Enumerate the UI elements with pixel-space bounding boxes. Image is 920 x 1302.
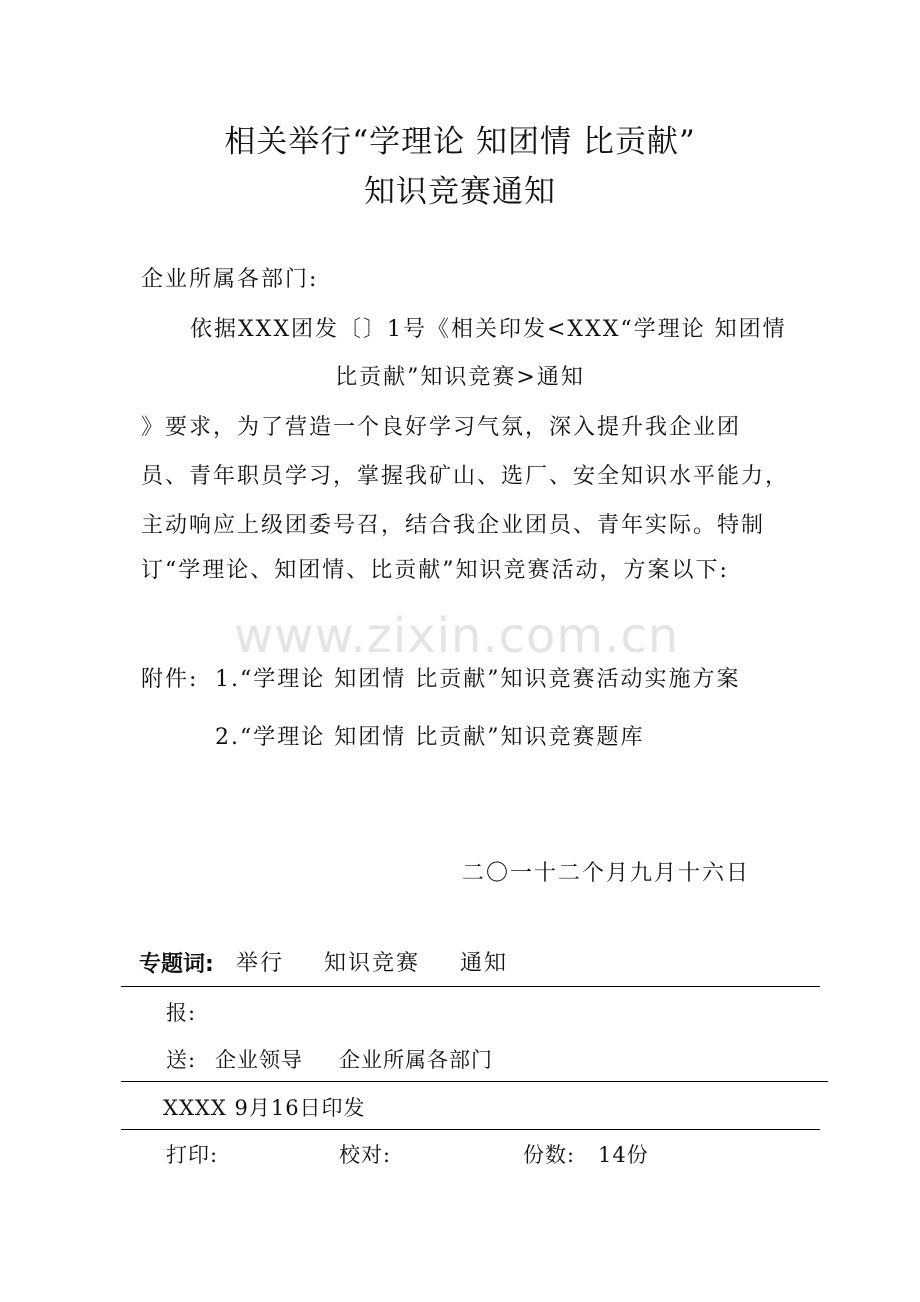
divider-line-3 <box>121 1129 820 1130</box>
document-title-line1: 相关举行“学理论 知团情 比贡献” <box>224 124 696 160</box>
divider-line-2 <box>121 1081 828 1082</box>
keywords-label: 专题词: <box>139 952 214 977</box>
keyword-item-1: 举行 <box>236 951 285 976</box>
copies-label: 份数: <box>523 1143 576 1167</box>
paragraph-line-3: 》要求，为了营造一个良好学习气氛，深入提升我企业团 <box>141 415 742 440</box>
salutation: 企业所属各部门: <box>141 267 319 292</box>
keyword-item-2: 知识竞赛 <box>324 951 421 976</box>
paragraph-line-2: 比贡献”知识竞赛>通知 <box>335 365 585 390</box>
paragraph-line-5: 主动响应上级团委号召，结合我企业团员、青年实际。特制 <box>141 513 766 538</box>
attachment-item-1: 1.“学理论 知团情 比贡献”知识竞赛活动实施方案 <box>215 667 741 692</box>
send-to-item-2: 企业所属各部门 <box>339 1048 493 1072</box>
watermark: www.zixin.com.cn <box>234 608 680 664</box>
document-title-line2: 知识竞赛通知 <box>364 174 556 210</box>
printer-label: 打印: <box>166 1143 219 1167</box>
send-to-label: 送: <box>166 1048 197 1072</box>
print-issue-info: XXXX 9月16日印发 <box>163 1096 366 1120</box>
keyword-item-3: 通知 <box>460 951 509 976</box>
paragraph-line-1: 依据XXX团发〔〕1号《相关印发<XXX“学理论 知团情 <box>190 317 787 342</box>
report-to-label: 报: <box>166 1001 197 1025</box>
attachment-item-2: 2.“学理论 知团情 比贡献”知识竞赛题库 <box>215 725 645 750</box>
copies-value: 14份 <box>598 1143 649 1167</box>
issue-date: 二〇一十二个月九月十六日 <box>462 861 751 886</box>
divider-line-1 <box>121 986 820 987</box>
send-to-item-1: 企业领导 <box>215 1048 303 1072</box>
paragraph-line-4: 员、青年职员学习，掌握我矿山、选厂、安全知识水平能力， <box>141 464 790 489</box>
paragraph-line-6: 订“学理论、知团情、比贡献”知识竞赛活动，方案以下: <box>141 558 729 583</box>
attachments-label: 附件: <box>141 667 199 692</box>
proofreader-label: 校对: <box>339 1143 392 1167</box>
